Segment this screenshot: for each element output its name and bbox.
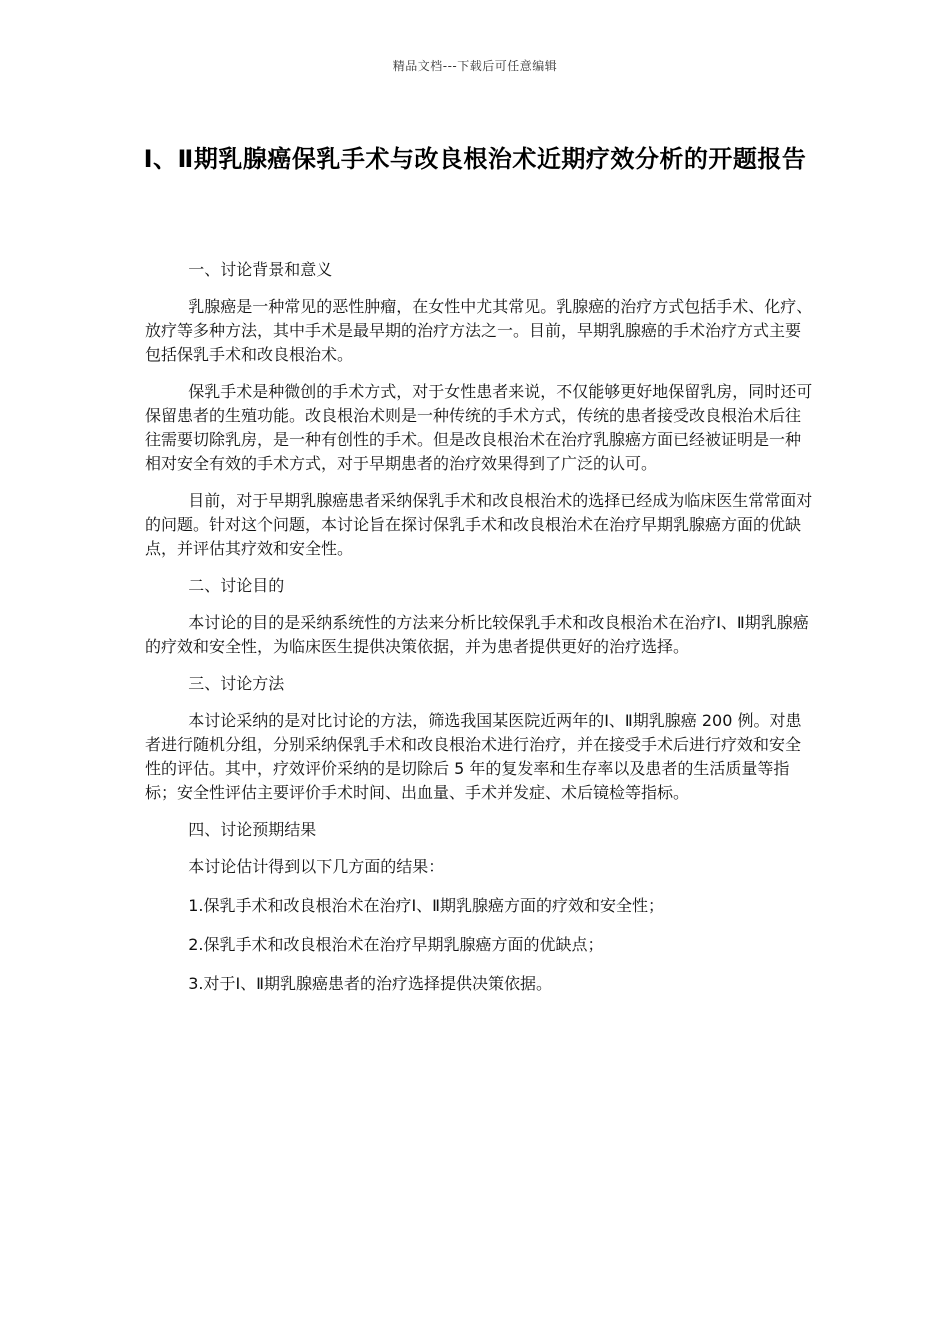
header-note: 精品文档---下载后可任意编辑 (392, 59, 558, 73)
paragraph: 保乳手术是种微创的手术方式，对于女性患者来说，不仅能够更好地保留乳房，同时还可保留患者的生殖功能。改良根治术则是一种传统的手术方式，传统的患者接受改良根治术后往往需要切除乳房，是一种有创性的手术。但是改良根治术在治疗乳腺癌方面已经被证明是一种相对安全有效的手术方式，对于早期患者的治疗效果得到了广泛的认可。 (145, 382, 813, 473)
paragraph: 乳腺癌是一种常见的恶性肿瘤，在女性中尤其常见。乳腺癌的治疗方式包括手术、化疗、放疗等多种方法，其中手术是最早期的治疗方法之一。目前，早期乳腺癌的手术治疗方式主要包括保乳手术和改良根治术。 (145, 297, 813, 364)
paragraph: 目前，对于早期乳腺癌患者采纳保乳手术和改良根治术的选择已经成为临床医生常常面对的问题。针对这个问题，本讨论旨在探讨保乳手术和改良根治术在治疗早期乳腺癌方面的优缺点，并评估其疗效和安全性。 (145, 491, 813, 558)
document-body (145, 258, 813, 1011)
paragraph: 本讨论采纳的是对比讨论的方法，筛选我国某医院近两年的Ⅰ、Ⅱ期乳腺癌 200 例。对患者进行随机分组，分别采纳保乳手术和改良根治术进行治疗，并在接受手术后进行疗效和安全性的评估。其中，疗效评价采纳的是切除后 5 年的复发率和生存率以及患者的生活质量等指标；安全性评估主要评价手术时间、出血量、手术并发症、术后镜检等指标。 (145, 711, 802, 802)
section-heading-background: 一、讨论背景和意义 (188, 260, 333, 279)
document-title: Ⅰ、Ⅱ期乳腺癌保乳手术与改良根治术近期疗效分析的开题报告 (143, 145, 807, 173)
section-heading-purpose: 二、讨论目的 (188, 576, 285, 595)
list-item: 3.对于Ⅰ、Ⅱ期乳腺癌患者的治疗选择提供决策依据。 (188, 974, 553, 993)
section-heading-expected: 四、讨论预期结果 (188, 820, 317, 839)
paragraph: 本讨论估计得到以下几方面的结果： (188, 857, 445, 876)
section-heading-method: 三、讨论方法 (188, 674, 285, 693)
list-item: 2.保乳手术和改良根治术在治疗早期乳腺癌方面的优缺点； (188, 935, 604, 954)
paragraph: 本讨论的目的是采纳系统性的方法来分析比较保乳手术和改良根治术在治疗Ⅰ、Ⅱ期乳腺癌的疗效和安全性，为临床医生提供决策依据，并为患者提供更好的治疗选择。 (145, 613, 809, 656)
list-item: 1.保乳手术和改良根治术在治疗Ⅰ、Ⅱ期乳腺癌方面的疗效和安全性； (188, 896, 665, 915)
